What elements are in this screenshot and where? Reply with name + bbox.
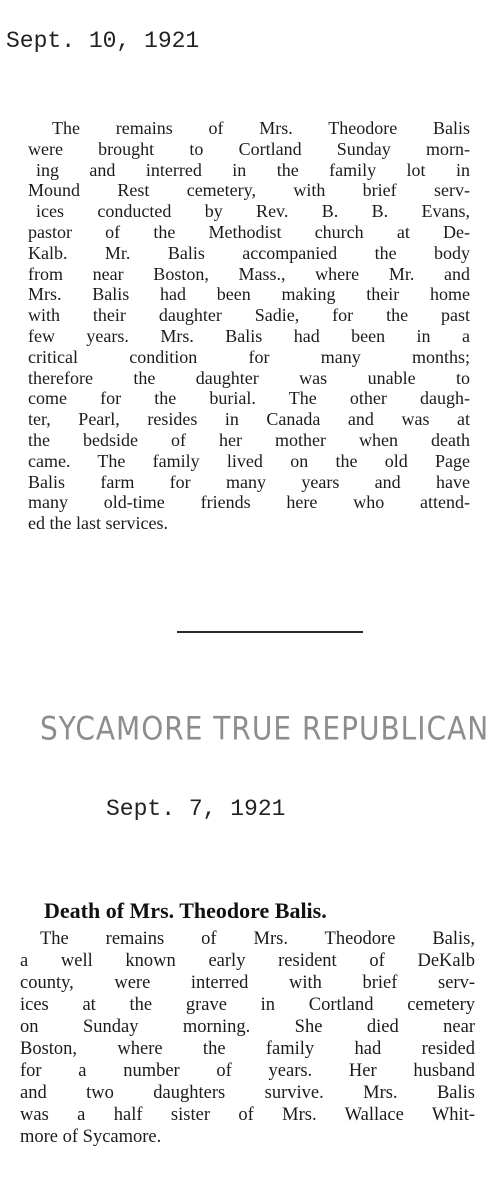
clipping-line: came. The family lived on the old Page — [28, 450, 470, 471]
clipping-line: Balis farm for many years and have — [28, 471, 470, 492]
clipping-line: Boston, where the family had resided — [20, 1039, 475, 1059]
clipping-line: The remains of Mrs. Theodore Balis, — [40, 929, 475, 949]
clipping-line: on Sunday morning. She died near — [20, 1017, 475, 1037]
clipping-date-2: Sept. 7, 1921 — [106, 796, 286, 822]
clipping-date-1: Sept. 10, 1921 — [6, 28, 200, 54]
clipping-line: were brought to Cortland Sunday morn- — [28, 138, 470, 159]
clipping-line: ing and interred in the family lot in — [36, 159, 470, 180]
clipping-1-body — [28, 118, 470, 534]
clipping-line: ices at the grave in Cortland cemetery — [20, 995, 475, 1015]
clipping-line: critical condition for many months; — [28, 346, 470, 367]
clipping-line: from near Boston, Mass., where Mr. and — [28, 263, 470, 284]
clipping-line: Kalb. Mr. Balis accompanied the body — [28, 242, 470, 263]
clipping-2-headline: Death of Mrs. Theodore Balis. — [44, 898, 327, 923]
clipping-line: more of Sycamore. — [20, 1127, 162, 1147]
newspaper-stamp: SYCAMORE TRUE REPUBLICAN — [40, 709, 490, 748]
clipping-line: county, were interred with brief serv- — [20, 973, 475, 993]
clipping-line: few years. Mrs. Balis had been in a — [28, 325, 470, 346]
clipping-line: ed the last services. — [28, 513, 168, 534]
clipping-line: ter, Pearl, resides in Canada and was at — [28, 409, 470, 430]
clipping-line: for a number of years. Her husband — [20, 1061, 475, 1081]
clipping-2-body — [20, 928, 475, 1148]
clipping-line: with their daughter Sadie, for the past — [28, 305, 470, 326]
clipping-line: therefore the daughter was unable to — [28, 367, 470, 388]
clipping-line: Mrs. Balis had been making their home — [28, 284, 470, 305]
clipping-line: come for the burial. The other daugh- — [28, 388, 470, 409]
clipping-line: was a half sister of Mrs. Wallace Whit- — [20, 1105, 475, 1125]
clipping-line: The remains of Mrs. Theodore Balis — [52, 118, 470, 138]
divider-rule — [177, 631, 363, 633]
clipping-line: Mound Rest cemetery, with brief serv- — [28, 180, 470, 201]
clipping-line: many old-time friends here who attend- — [28, 492, 470, 513]
clipping-line: pastor of the Methodist church at De- — [28, 221, 470, 242]
clipping-line: and two daughters survive. Mrs. Balis — [20, 1083, 475, 1103]
clipping-line: a well known early resident of DeKalb — [20, 951, 475, 971]
clipping-line: the bedside of her mother when death — [28, 429, 470, 450]
clipping-line: ices conducted by Rev. B. B. Evans, — [36, 201, 470, 222]
